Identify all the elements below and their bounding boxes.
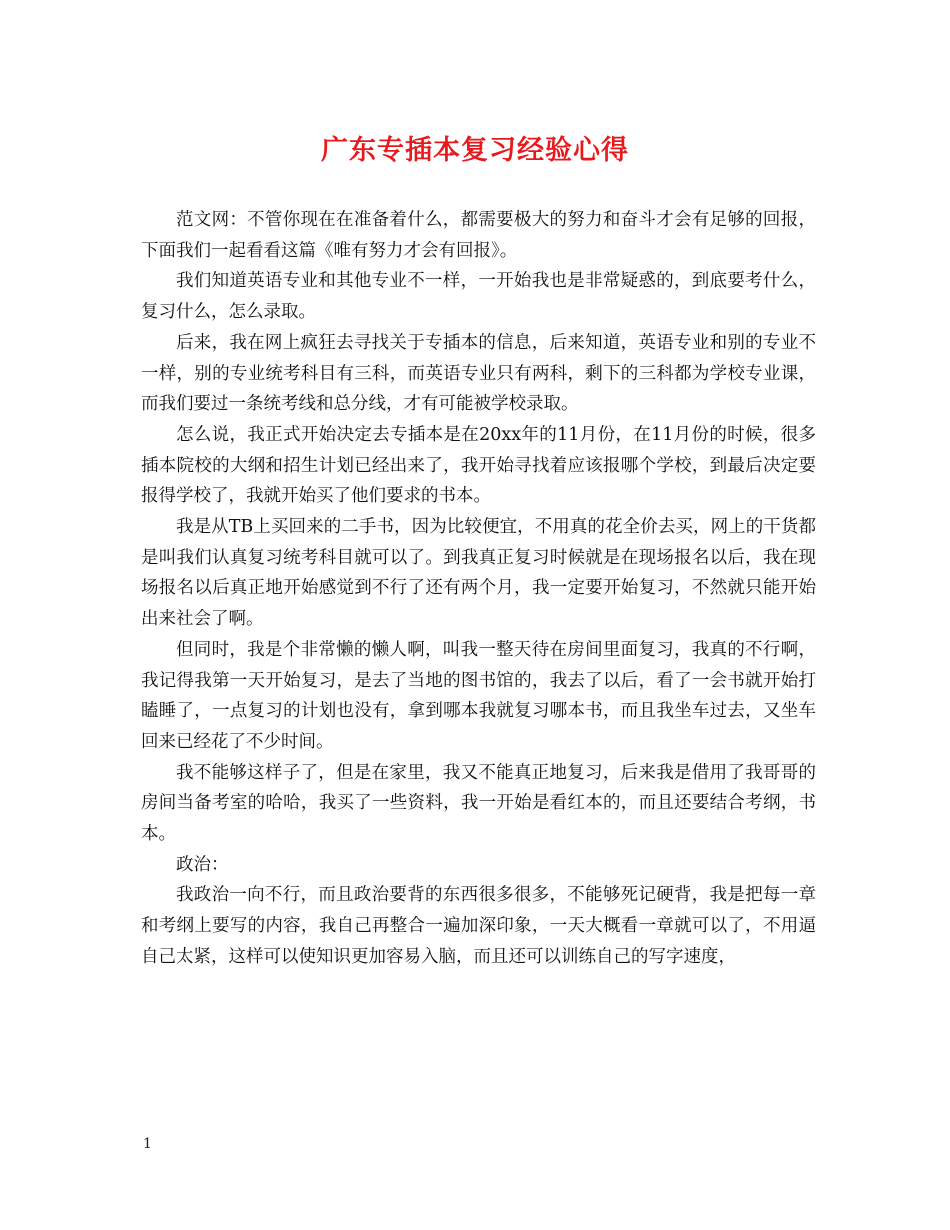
paragraph: 但同时，我是个非常懒的懒人啊，叫我一整天待在房间里面复习，我真的不行啊，我记得我第一天开始复习，是去了当地的图书馆的，我去了以后，看了一会书就开始打瞌睡了，一点复习的计划也没有，拿到哪本我就复习哪本书，而且我坐车过去，又坐车回来已经花了不少时间。 [141,639,816,752]
paragraph: 后来，我在网上疯狂去寻找关于专插本的信息，后来知道，英语专业和别的专业不一样，别的专业统考科目有三科，而英语专业只有两科，剩下的三科都为学校专业课，而我们要过一条统考线和总分线，才有可能被学校录取。 [141,332,816,415]
section-heading-politics: 政治： [176,854,229,875]
paragraph: 我不能够这样子了，但是在家里，我又不能真正地复习，后来我是借用了我哥哥的房间当备考室的哈哈，我买了一些资料，我一开始是看红本的，而且还要结合考纲，书本。 [141,762,816,845]
paragraph: 范文网：不管你现在在准备着什么，都需要极大的努力和奋斗才会有足够的回报，下面我们一起看看这篇《唯有努力才会有回报》。 [141,210,816,261]
paragraph: 怎么说，我正式开始决定去专插本是在20xx年的11月份，在11月份的时候，很多插本院校的大纲和招生计划已经出来了，我开始寻找着应该报哪个学校，到最后决定要报得学校了，我就开始买了他们要求的书本。 [141,424,816,507]
paragraph: 我政治一向不行，而且政治要背的东西很多很多，不能够死记硬背，我是把每一章和考纲上要写的内容，我自己再整合一遍加深印象，一天大概看一章就可以了，不用逼自己太紧，这样可以使知识更加容易入脑，而且还可以训练自己的写字速度， [141,885,816,967]
paragraph: 我们知道英语专业和其他专业不一样，一开始我也是非常疑惑的，到底要考什么，复习什么，怎么录取。 [141,271,816,323]
paragraph: 我是从TB上买回来的二手书，因为比较便宜，不用真的花全价去买，网上的干货都是叫我们认真复习统考科目就可以了。到我真正复习时候就是在现场报名以后，我在现场报名以后真正地开始感觉到不行了还有两个月，我一定要开始复习，不然就只能开始出来社会了啊。 [141,517,816,630]
page-number: 1 [143,1136,152,1152]
document-title: 广东专插本复习经验心得 [321,135,629,166]
document-body [141,205,816,973]
